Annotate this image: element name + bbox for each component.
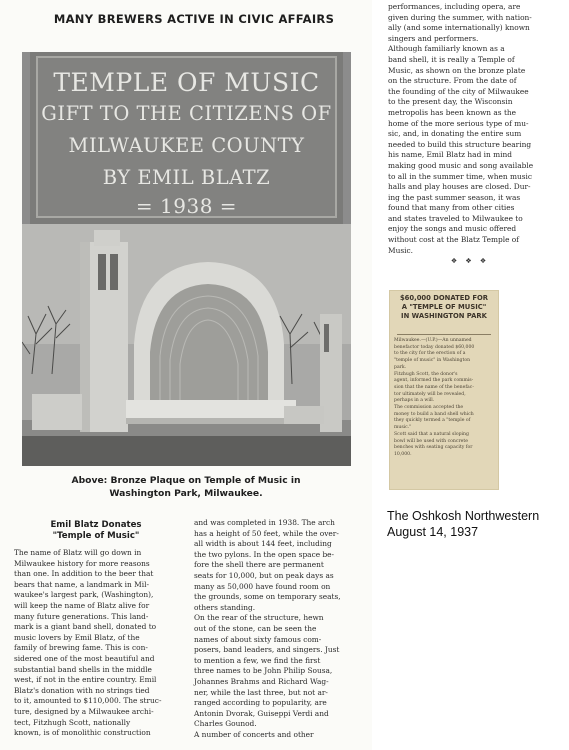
clipping-line: sion that the name of the benefac- <box>394 384 474 390</box>
clipping-line: money to build a band shell which <box>394 411 474 417</box>
clipping-line: Fitzhugh Scott, the donor's <box>394 371 458 377</box>
plaque-line: GIFT TO THE CITIZENS OF <box>41 102 332 125</box>
page-headline: MANY BREWERS ACTIVE IN CIVIC AFFAIRS <box>53 12 335 26</box>
article-line: will keep the name of Blatz alive for <box>14 600 150 610</box>
article-line: out of the stone, can be seen the <box>194 623 317 633</box>
article-line: without cost at the Blatz Temple of <box>388 235 519 245</box>
article-line: fore the shell there are permanent <box>194 560 324 570</box>
article-line: the two pylons. In the open space be- <box>194 549 335 559</box>
clipping-line: park. <box>394 364 407 370</box>
clipping-line: agent, informed the park commis- <box>394 378 474 384</box>
clipping-body <box>394 338 494 459</box>
article-column-2 <box>194 518 362 740</box>
article-line: names of about sixty famous com- <box>194 634 322 644</box>
article-line: and states traveled to Milwaukee to <box>388 213 523 223</box>
article-line: enjoy the songs and music offered <box>388 224 517 234</box>
article-line: his name, Emil Blatz had in mind <box>388 150 512 160</box>
article-line: halls and play houses are closed. Dur- <box>388 182 531 192</box>
article-line: On the rear of the structure, hewn <box>194 613 324 623</box>
bronze-plaque <box>30 52 343 224</box>
clipping-line: to the city for the erection of a <box>394 351 466 357</box>
article-line: three names to be John Philip Sousa, <box>194 666 333 676</box>
band-shell-image <box>22 224 351 466</box>
article-line: needed to build this structure bearing <box>388 139 532 149</box>
clipping-headline-line: $60,000 DONATED FOR <box>399 294 489 302</box>
article-line: performances, including opera, are <box>388 2 521 11</box>
clipping-line: Scott said that a natural sloping <box>394 431 469 437</box>
clipping-source <box>387 508 539 540</box>
article-line: the founding of the city of Milwaukee <box>388 86 529 96</box>
clipping-line: benches with seating capacity for <box>394 445 473 451</box>
article-line: singers and performers. <box>388 33 479 43</box>
article-line: to all in the summer time, when music <box>388 171 533 181</box>
article-line: many future generations. This land- <box>14 611 149 621</box>
clipping-headline-line: IN WASHINGTON PARK <box>401 312 487 320</box>
clipping-line: "temple of music" in Washington <box>394 358 471 364</box>
article-line: Charles Gounod. <box>194 719 257 729</box>
article-line: has a height of 50 feet, while the over- <box>194 528 339 538</box>
caption-line: Washington Park, Milwaukee. <box>109 488 263 499</box>
clipping-line: they quickly termed a "temple of <box>394 418 471 424</box>
article-line: ner, while the last three, but not ar- <box>194 687 328 697</box>
photo-caption <box>44 474 328 500</box>
article-line: found that many from other cities <box>388 203 515 213</box>
article-line: family of brewing fame. This is con- <box>14 643 148 653</box>
article-line: and was completed in 1938. The arch <box>194 518 335 527</box>
article-line: given during the summer, with nation- <box>388 12 532 22</box>
article-line: all width is about 144 feet, including <box>194 539 332 549</box>
article-line: to the present day, the Wisconsin <box>388 97 513 107</box>
article-line: making good music and song available <box>388 160 534 170</box>
article-line: ranged according to popularity, are <box>194 698 327 708</box>
clipping-rule <box>397 334 491 335</box>
article-title <box>12 520 180 542</box>
caption-line: Above: Bronze Plaque on Temple of Music in <box>71 475 301 486</box>
clipping-headline-line: A "TEMPLE OF MUSIC" <box>401 303 487 311</box>
article-line: sidered one of the most beautiful and <box>14 653 155 663</box>
article-line: metropolis has been known as the <box>388 107 517 117</box>
clipping-line: 10,000. <box>394 451 412 457</box>
source-newspaper: The Oshkosh Northwestern <box>387 509 540 523</box>
clipping-headline <box>393 294 495 321</box>
section-separator: ❖ ❖ ❖ <box>450 257 490 265</box>
article-line: to mention a few, we find the first <box>194 655 321 665</box>
article-line: Blatz's donation with no strings tied <box>14 685 150 695</box>
article-line: ing the past summer season, it was <box>388 192 521 202</box>
article-line: bears that name, a landmark in Mil- <box>14 579 149 589</box>
article-line: many as 50,000 have found room on <box>194 581 331 591</box>
article-line: others standing. <box>194 602 256 612</box>
article-title-line: "Temple of Music" <box>52 531 140 541</box>
article-column-3 <box>388 2 560 256</box>
clipping-line: tor ultimately will be revealed, <box>394 391 466 397</box>
clipping-line: perhaps in a will. <box>394 398 435 404</box>
article-line: Johannes Brahms and Richard Wag- <box>194 676 329 686</box>
clipping-line: The commission accepted the <box>394 405 464 411</box>
plaque-line: TEMPLE OF MUSIC <box>53 68 320 97</box>
article-line: mark is a giant band shell, donated to <box>14 622 157 632</box>
article-line: Milwaukee history for more reasons <box>14 558 150 568</box>
article-line: on the structure. From the date of <box>388 76 517 86</box>
plaque-line: BY EMIL BLATZ <box>102 166 271 189</box>
article-line: Music. <box>388 245 413 255</box>
article-line: sic, and, in donating the entire sum <box>388 129 522 139</box>
clipping-line: Milwaukee.—(U.P.)—An unnamed <box>394 338 472 343</box>
article-line: home of the more serious type of mu- <box>388 118 529 128</box>
article-line: A number of concerts and other <box>194 729 314 739</box>
plaque-line: MILWAUKEE COUNTY <box>68 134 305 157</box>
temple-of-music-photo <box>22 52 351 466</box>
article-line: than one. In addition to the beer that <box>14 569 154 579</box>
plaque-line: = 1938 = <box>135 194 238 218</box>
article-line: known, is of monolithic construction <box>14 728 151 738</box>
article-line: posers, band leaders, and singers. Just <box>194 645 340 655</box>
article-line: to it, amounted to $110,000. The struc- <box>14 696 162 706</box>
clipping-line: music." <box>394 425 412 431</box>
article-line: band shell, it is really a Temple of <box>388 54 515 64</box>
article-line: seats for 10,000, but on peak days as <box>194 570 334 580</box>
article-line: The name of Blatz will go down in <box>14 548 142 557</box>
plaque-frame <box>36 56 337 218</box>
article-line: ture, designed by a Milwaukee archi- <box>14 706 154 716</box>
article-column-1 <box>14 548 180 739</box>
article-title-line: Emil Blatz Donates <box>50 520 142 530</box>
article-line: west, if not in the entire country. Emil <box>14 675 157 685</box>
article-line: waukee's largest park, (Washington), <box>14 590 154 600</box>
clipping-line: bowl will be used with concrete <box>394 438 468 444</box>
article-line: Antonin Dvorak, Guiseppi Verdi and <box>194 708 329 718</box>
article-line: the grounds, some on temporary seats, <box>194 592 341 602</box>
clipping-line: benefactor today donated $60,000 <box>394 344 475 350</box>
article-line: ally (and some internationally) known <box>388 23 530 33</box>
article-line: music lovers by Emil Blatz, of the <box>14 632 140 642</box>
article-line: substantial band shells in the middle <box>14 664 152 674</box>
article-line: Although familiarly known as a <box>388 44 505 54</box>
article-line: tect, Fitzhugh Scott, nationally <box>14 717 131 727</box>
newspaper-clipping <box>389 290 499 490</box>
article-line: Music, as shown on the bronze plate <box>388 65 526 75</box>
source-date: August 14, 1937 <box>387 525 479 539</box>
